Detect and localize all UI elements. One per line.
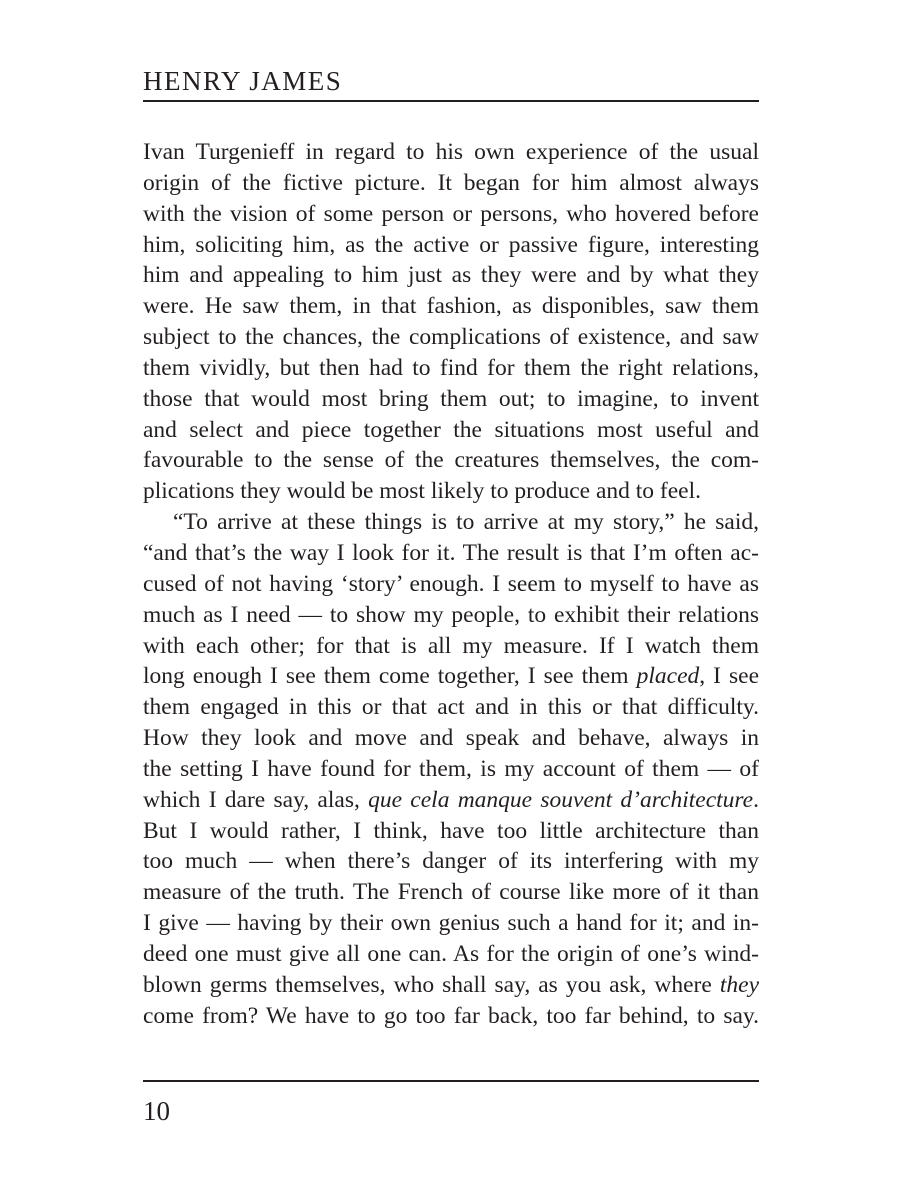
- header-rule: [143, 100, 759, 102]
- running-head: HENRY JAMES: [143, 66, 343, 96]
- text-line: them vividly, but then had to find for them the right relations,: [143, 354, 759, 381]
- emphasis: placed: [636, 663, 700, 690]
- text-line: But I would rather, I think, have too little architecture than: [143, 817, 759, 844]
- page-number: 10: [143, 1096, 170, 1126]
- text-line: come from? We have to go too far back, too far behind, to say.: [143, 1002, 759, 1029]
- text-run: .: [753, 786, 759, 813]
- text-line: “To arrive at these things is to arrive at my story,” he said,: [173, 509, 759, 536]
- text-run: long enough I see them come together, I see them: [143, 663, 637, 690]
- emphasis: que cela manque souvent d’architecture: [368, 786, 754, 813]
- text-line: measure of the truth. The French of course like more of it than: [143, 879, 759, 906]
- text-line: [143, 970, 759, 1001]
- text-run: which I dare say, alas,: [143, 786, 369, 813]
- text-line: him and appealing to him just as they were and by what they: [143, 262, 759, 289]
- footer-rule: [143, 1080, 759, 1082]
- text-line: favourable to the sense of the creatures themselves, the com-: [143, 447, 759, 474]
- text-line: [143, 785, 759, 816]
- text-line: those that would most bring them out; to imagine, to invent: [143, 385, 759, 412]
- text-line: him, soliciting him, as the active or passive figure, interesting: [143, 231, 759, 258]
- text-line: plications they would be most likely to produce and to feel.: [143, 478, 701, 505]
- text-line: Ivan Turgenieff in regard to his own experience of the usual: [143, 139, 759, 165]
- text-line: much as I need — to show my people, to exhibit their relations: [143, 601, 759, 628]
- text-line: deed one must give all one can. As for the origin of one’s wind-: [143, 940, 759, 967]
- text-line: were. He saw them, in that fashion, as disponibles, saw them: [143, 293, 759, 320]
- text-line: and select and piece together the situations most useful and: [143, 416, 759, 443]
- paragraph: [143, 137, 759, 507]
- text-line: [143, 661, 759, 692]
- body-text: [143, 137, 759, 1031]
- emphasis: they: [719, 971, 759, 998]
- text-line: subject to the chances, the complications of existence, and saw: [143, 324, 759, 351]
- text-line: How they look and move and speak and behave, always in: [143, 725, 759, 752]
- text-run: blown germs themselves, who shall say, as you ask, where: [143, 971, 720, 998]
- text-line: the setting I have found for them, is my account of them — of: [143, 755, 759, 782]
- text-line: with the vision of some person or persons, who hovered before: [143, 200, 759, 227]
- text-line: I give — having by their own genius such a hand for it; and in-: [143, 910, 759, 937]
- text-line: origin of the fictive picture. It began for him almost always: [143, 169, 759, 196]
- text-line: “and that’s the way I look for it. The result is that I’m often ac-: [143, 539, 759, 566]
- paragraph: [143, 507, 759, 1031]
- text-line: with each other; for that is all my measure. If I watch them: [143, 632, 759, 659]
- text-run: , I see: [699, 663, 759, 690]
- text-line: them engaged in this or that act and in this or that difficulty.: [143, 694, 759, 721]
- text-line: too much — when there’s danger of its interfering with my: [143, 848, 759, 875]
- text-line: cused of not having ‘story’ enough. I seem to myself to have as: [143, 570, 759, 597]
